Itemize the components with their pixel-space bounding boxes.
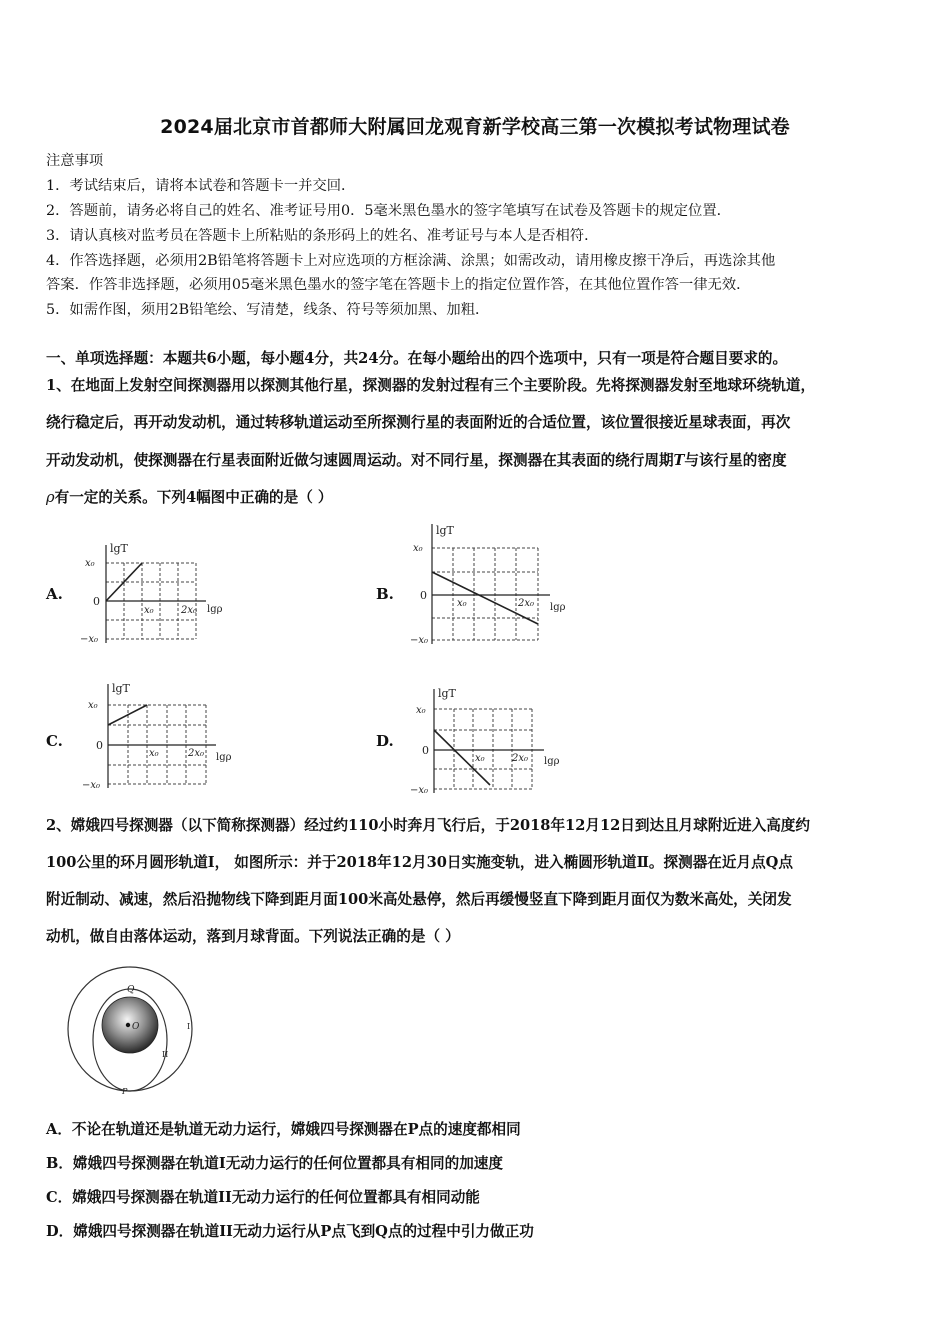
graph-c-ylabel: lgT (112, 682, 130, 695)
q1-option-b-label: B. (376, 585, 394, 603)
graph-b-xtick1: x₀ (457, 598, 467, 609)
q2-option-d: D．嫦娥四号探测器在轨道II无动力运行从P点飞到Q点的过程中引力做正功 (46, 1223, 534, 1240)
graph-a-xlabel: lgρ (207, 604, 223, 615)
graph-a-xtick1: x₀ (144, 605, 154, 616)
label-o: O (132, 1022, 140, 1032)
label-p: P (122, 1087, 128, 1096)
graph-d-xtick1: x₀ (475, 753, 485, 764)
graph-b-grid (432, 548, 538, 640)
graph-b-xlabel: lgρ (550, 602, 566, 613)
q1-option-c-label: C. (46, 732, 63, 750)
graph-c-x0: x₀ (88, 700, 98, 711)
graph-b-ylabel: lgT (436, 524, 454, 537)
graph-d-x0: x₀ (416, 705, 426, 716)
graph-c-xtick2: 2x₀ (188, 748, 205, 759)
q1-line: 绕行稳定后，再开动发动机，通过转移轨道运动至所探测行星的表面附近的合适位置，该位置很接近星球表面，再次 (46, 414, 791, 431)
q2-line: 2、嫦娥四号探测器（以下简称探测器）经过约110小时奔月飞行后，于2018年12月12日到达且月球附近进入高度约 (46, 817, 810, 834)
q1-option-a-label: A. (46, 585, 63, 603)
q1-line: 1、在地面上发射空间探测器用以探测其他行星，探测器的发射过程有三个主要阶段。先将探测器发射至地球环绕轨道， (46, 377, 816, 394)
graph-c-xlabel: lgρ (216, 752, 232, 763)
graph-b (410, 520, 580, 650)
graph-d-grid (434, 709, 532, 789)
q1-line3-post: 与该行星的密度 (684, 452, 787, 469)
notice-item: 5．如需作图，须用2B铅笔绘、写清楚，线条、符号等须加黑、加粗． (46, 302, 490, 318)
graph-b-origin: 0 (420, 589, 427, 602)
graph-a-origin: 0 (93, 595, 100, 608)
label-orbit-ii: II (162, 1050, 169, 1059)
graph-a-x0: x₀ (85, 558, 95, 569)
q2-option-a: A．不论在轨道还是轨道无动力运行，嫦娥四号探测器在P点的速度都相同 (46, 1121, 521, 1138)
q2-line: 100公里的环月圆形轨道Ⅰ， 如图所示：并于2018年12月30日实施变轨，进入椭圆形轨道Ⅱ。探测器在近月点Q点 (46, 854, 793, 871)
graph-b-negx0: −x₀ (410, 635, 429, 646)
graph-c-xtick1: x₀ (149, 748, 159, 759)
graph-b-x0: x₀ (413, 543, 423, 554)
q2-line: 动机，做自由落体运动，落到月球背面。下列说法正确的是（ ） (46, 928, 460, 945)
graph-c (80, 680, 250, 795)
q1-line4-post: 有一定的关系。下列4幅图中正确的是（ ） (54, 489, 333, 506)
q2-line: 附近制动、减速，然后沿抛物线下降到距月面100米高处悬停，然后再缓慢竖直下降到距月面仅为数米高处，关闭发 (46, 891, 792, 908)
label-orbit-i: I (187, 1022, 191, 1031)
graph-a-xtick2: 2x₀ (181, 605, 198, 616)
q1-line3-pre: 开动发动机，使探测器在行星表面附近做匀速圆周运动。对不同行星，探测器在其表面的绕行周期 (46, 452, 674, 469)
page-title: 2024届北京市首都师大附属回龙观育新学校高三第一次模拟考试物理试卷 (160, 116, 790, 138)
notice-item: 1．考试结束后，请将本试卷和答题卡一并交回． (46, 178, 356, 194)
notice-item: 2．答题前，请务必将自己的姓名、准考证号用0．5毫米黑色墨水的签字笔填写在试卷及答题卡的规定位置． (46, 203, 731, 219)
graph-a (80, 535, 240, 650)
notice-item: 3．请认真核对监考员在答题卡上所粘贴的条形码上的姓名、准考证号与本人是否相符． (46, 228, 599, 244)
q1-line (46, 451, 787, 471)
notice-heading: 注意事项 (46, 153, 104, 169)
orbit-figure (60, 962, 210, 1097)
label-q: Q (127, 985, 135, 995)
graph-a-negx0: −x₀ (80, 634, 99, 645)
notice-item: 答案．作答非选择题，必须用05毫米黑色墨水的签字笔在答题卡上的指定位置作答，在其他位置作答一律无效． (46, 277, 751, 293)
graph-c-negx0: −x₀ (82, 780, 101, 791)
q1-var-rho: ρ (46, 489, 55, 506)
graph-d-xlabel: lgρ (544, 756, 560, 767)
graph-d-origin: 0 (422, 744, 429, 757)
moon-center-dot (126, 1023, 130, 1027)
notice-item: 4．作答选择题，必须用2B铅笔将答题卡上对应选项的方框涂满、涂黑；如需改动，请用橡皮擦干净后，再选涂其他 (46, 253, 776, 269)
section-heading: 一、单项选择题：本题共6小题，每小题4分，共24分。在每小题给出的四个选项中，只有一项是符合题目要求的。 (46, 350, 788, 367)
graph-b-xtick2: 2x₀ (518, 598, 535, 609)
graph-d-ylabel: lgT (438, 687, 456, 700)
graph-d-xtick2: 2x₀ (512, 753, 529, 764)
graph-d-negx0: −x₀ (410, 785, 429, 796)
q1-option-d-label: D. (376, 732, 394, 750)
q1-var-T: T (673, 452, 685, 469)
graph-d (410, 685, 580, 800)
q2-option-b: B．嫦娥四号探测器在轨道I无动力运行的任何位置都具有相同的加速度 (46, 1155, 503, 1172)
graph-a-ylabel: lgT (110, 542, 128, 555)
q2-option-c: C．嫦娥四号探测器在轨道II无动力运行的任何位置都具有相同动能 (46, 1189, 480, 1206)
q1-line (46, 488, 333, 508)
graph-c-origin: 0 (96, 739, 103, 752)
